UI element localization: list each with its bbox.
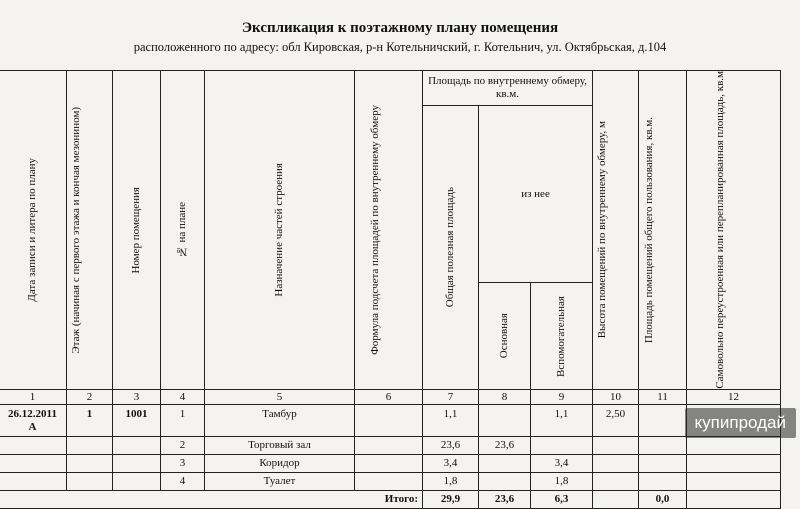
cell-floor [67,472,113,490]
cell-formula [355,454,423,472]
cell-litera: А [28,421,37,434]
header-aux-area: Вспомогательная [531,283,593,389]
cell-common [639,472,687,490]
cell-floor: 1 [67,404,113,436]
cell-purpose: Торговый зал [205,436,355,454]
cell-common [639,454,687,472]
totals-row [0,490,781,508]
cell-room [113,436,161,454]
cell-main: 23,6 [479,436,531,454]
document-subtitle: расположенного по адресу: обл Кировская, р-н Котельничский, г. Котельнич, ул. Октябрьская, д.104 [133,40,667,54]
cell-height [593,436,639,454]
cell-purpose: Коридор [205,454,355,472]
table-row [0,436,781,454]
document-title: Экспликация к поэтажному плану помещения [241,20,559,36]
cell-common [639,436,687,454]
cell-height [593,454,639,472]
header-plan-number: № на плане [161,71,205,390]
cell-formula [355,436,423,454]
cell-plan-no: 2 [161,436,205,454]
cell-height [593,472,639,490]
column-number: 11 [639,389,687,404]
cell-room: 1001 [113,404,161,436]
column-number: 4 [161,389,205,404]
header-unauthorized: Самовольно переустроенная или перепланированная площадь, кв.м [687,71,781,390]
table-row [0,454,781,472]
cell-date: 26.12.2011 [8,407,57,420]
cell-total: 1,1 [423,404,479,436]
cell-formula [355,404,423,436]
cell-unauthorized [687,436,781,454]
cell-purpose: Туалет [205,472,355,490]
cell-aux: 3,4 [531,454,593,472]
totals-main: 23,6 [479,490,531,508]
cell-purpose: Тамбур [205,404,355,436]
cell-unauthorized [687,472,781,490]
header-of-which: из нее [479,106,593,283]
cell-floor [67,436,113,454]
header-total-area: Общая полезная площадь [423,106,479,390]
column-number-row [0,389,781,404]
explication-table [0,70,781,509]
cell-plan-no: 4 [161,472,205,490]
cell-unauthorized [687,454,781,472]
column-number: 1 [0,389,67,404]
column-number: 12 [687,389,781,404]
column-number: 2 [67,389,113,404]
column-number: 3 [113,389,161,404]
header-main-area: Основная [479,283,531,389]
header-row-top [0,71,781,106]
column-number: 7 [423,389,479,404]
cell-total: 23,6 [423,436,479,454]
totals-common: 0,0 [639,490,687,508]
header-room-number: Номер помещения [113,71,161,390]
table-row [0,404,781,436]
header-height: Высота помещений по внутреннему обмеру, м [593,71,639,390]
cell-aux: 1,8 [531,472,593,490]
cell-total: 1,8 [423,472,479,490]
totals-label: Итого: [0,490,423,508]
cell-date-litera [0,404,67,436]
cell-total: 3,4 [423,454,479,472]
column-number: 10 [593,389,639,404]
cell-main [479,454,531,472]
cell-formula [355,472,423,490]
cell-room [113,454,161,472]
column-number: 9 [531,389,593,404]
table-row [0,472,781,490]
cell-date [0,454,67,472]
header-area-group: Площадь по внутреннему обмеру, кв.м. [423,71,593,106]
cell-main [479,472,531,490]
header-purpose: Назначение частей строения [205,71,355,390]
cell-floor [67,454,113,472]
cell-plan-no: 1 [161,404,205,436]
cell-aux [531,436,593,454]
column-number: 8 [479,389,531,404]
header-common-area: Площадь помещений общего пользования, кв.м. [639,71,687,390]
cell-room [113,472,161,490]
column-number: 6 [355,389,423,404]
watermark-badge: купипродай [685,408,796,438]
header-floor: Этаж (начиная с первого этажа и кончая мезонином) [67,71,113,390]
cell-main [479,404,531,436]
totals-height [593,490,639,508]
cell-common [639,404,687,436]
cell-date [0,472,67,490]
totals-aux: 6,3 [531,490,593,508]
cell-date [0,436,67,454]
cell-aux: 1,1 [531,404,593,436]
totals-unauthorized [687,490,781,508]
cell-height: 2,50 [593,404,639,436]
totals-total: 29,9 [423,490,479,508]
header-date: Дата записи и литера по плану [0,71,67,390]
column-number: 5 [205,389,355,404]
header-formula: Формула подсчета площадей по внутреннему обмеру [355,71,423,390]
cell-plan-no: 3 [161,454,205,472]
